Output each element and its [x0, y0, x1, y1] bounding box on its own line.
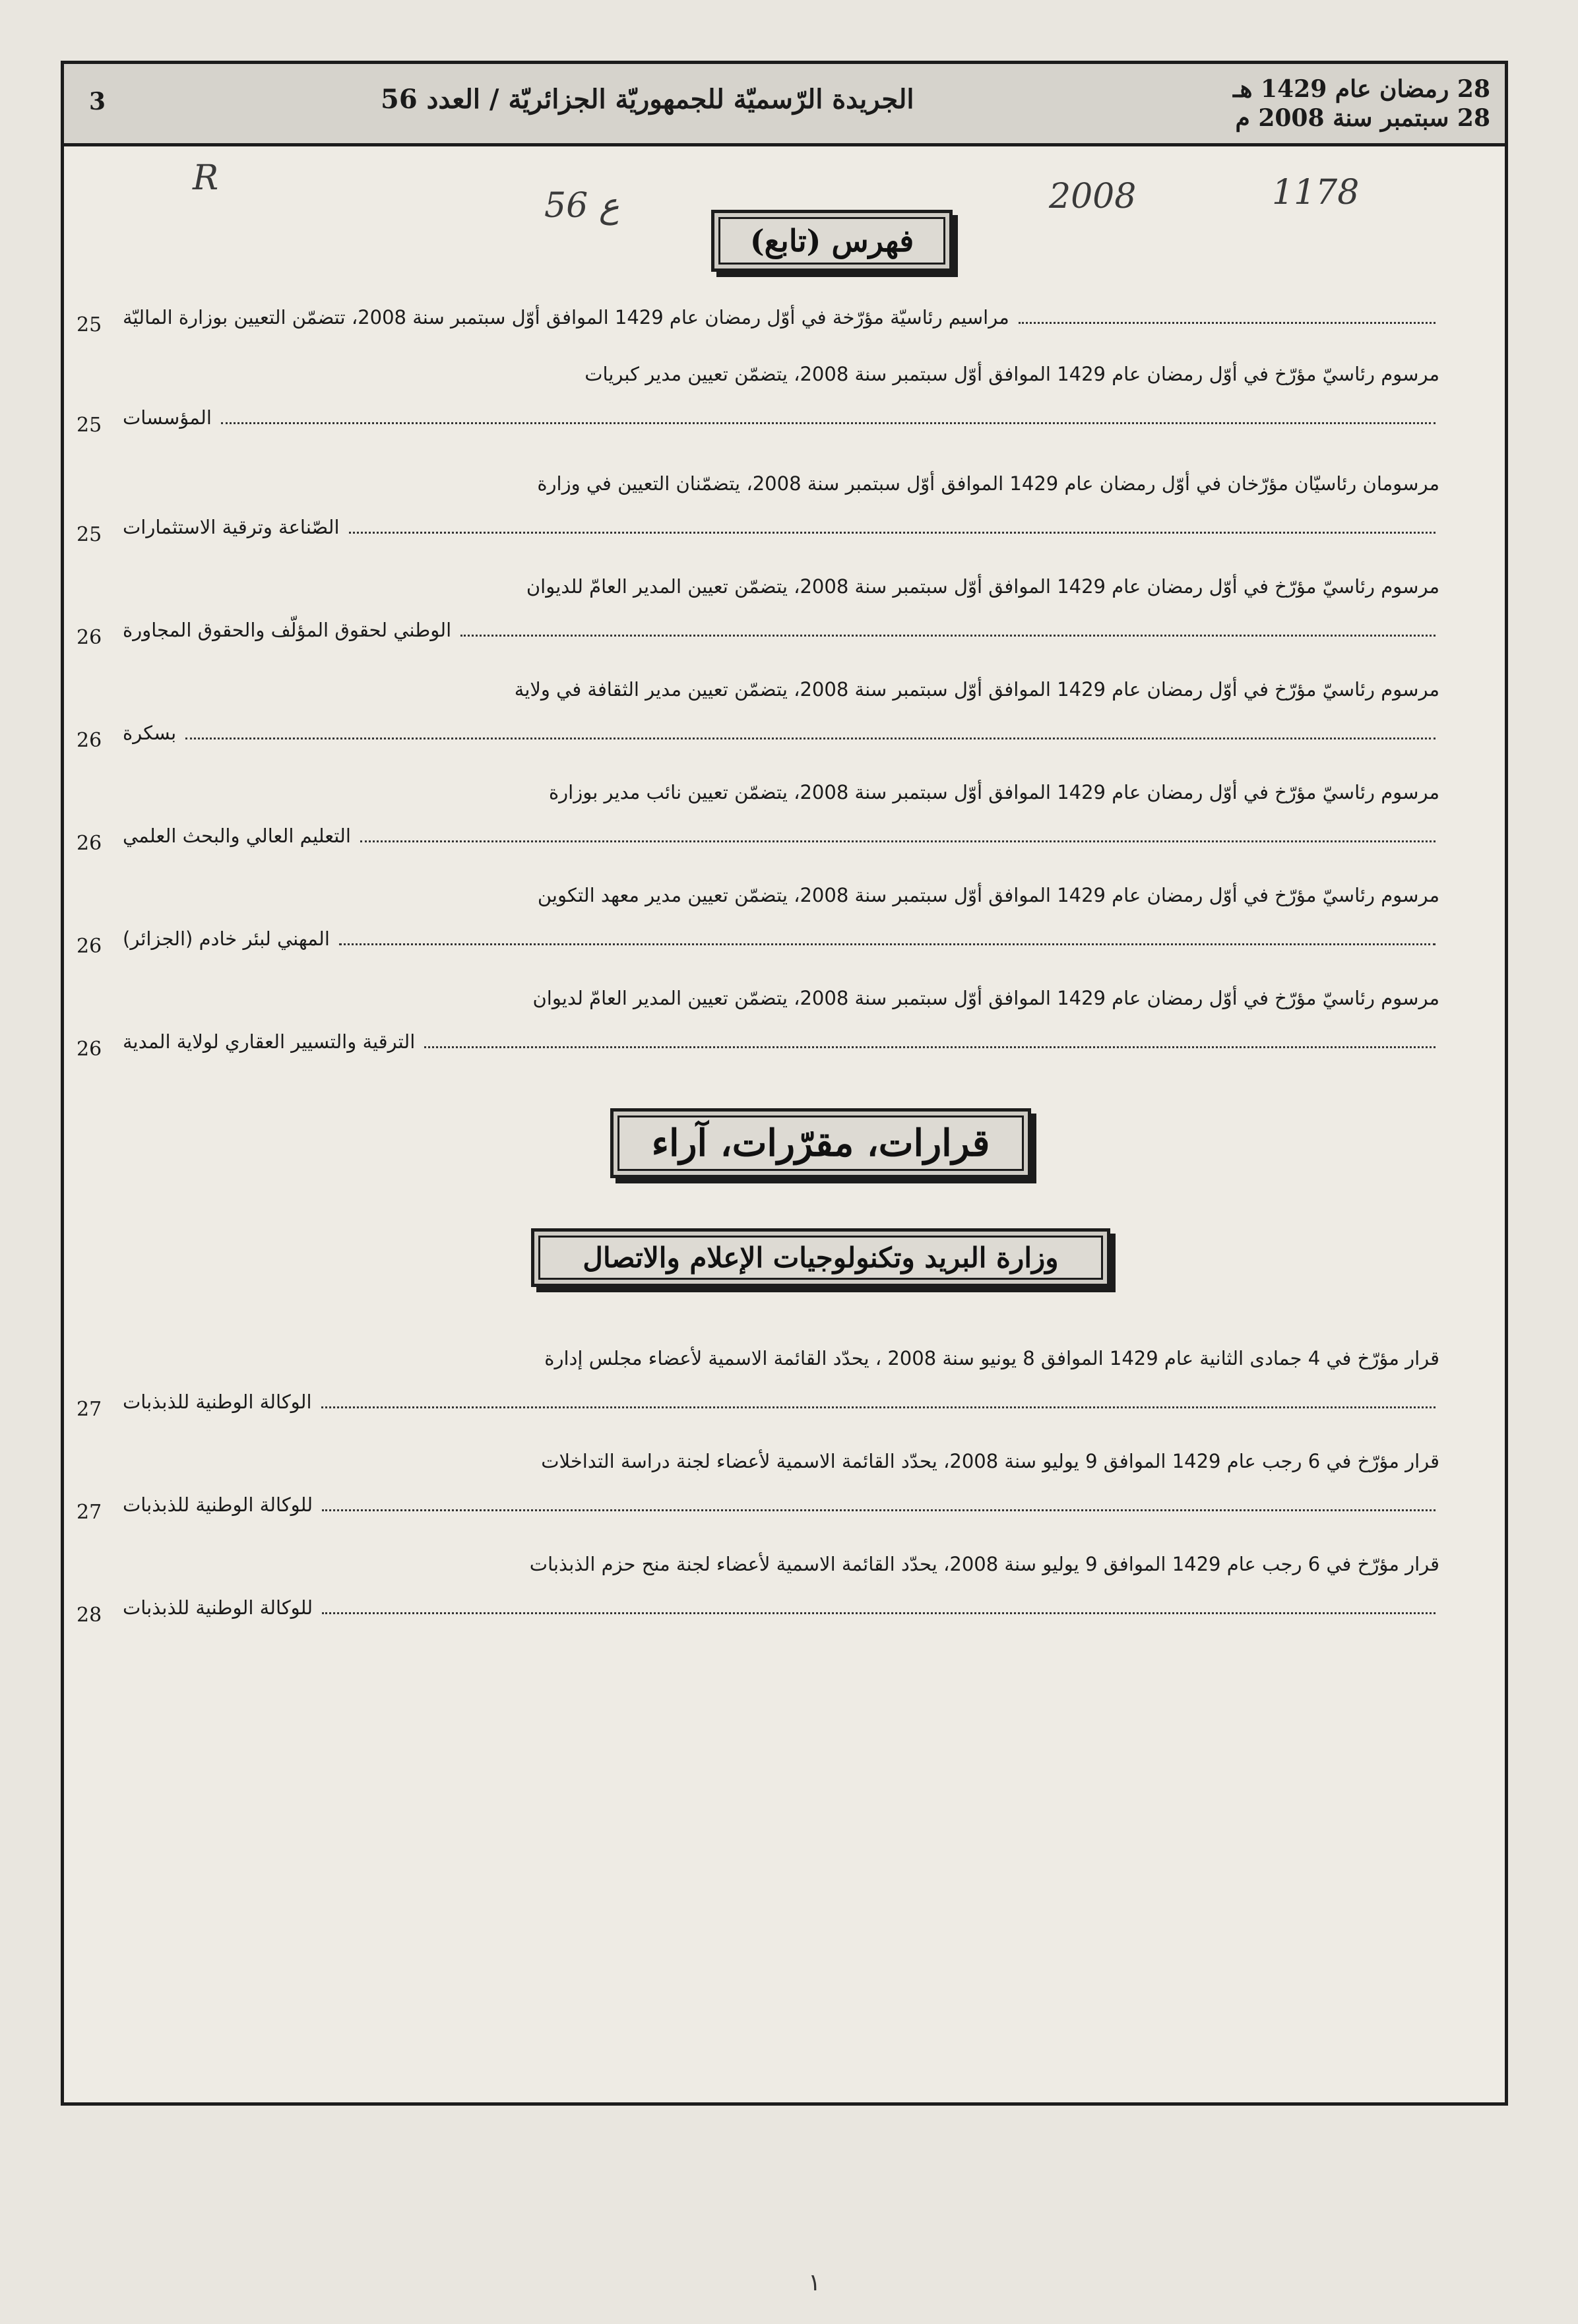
ministry-heading-box [531, 1228, 1110, 1287]
entry-text: مرسوم رئاسيّ مؤرّخ في أوّل رمضان عام 1429 الموافق أوّل سبتمبر سنة 2008، يتضمّن تعيين مدير الثقافة في ولاية [514, 678, 1439, 701]
index-entry [77, 770, 1439, 858]
entry-page: 27 [77, 1398, 102, 1421]
handwritten-year: 2008 [1049, 177, 1137, 216]
index-heading: فهرس (تابع) [718, 217, 945, 265]
index-entry [77, 462, 1439, 549]
entry-text: مرسوم رئاسيّ مؤرّخ في أوّل رمضان عام 1429 الموافق أوّل سبتمبر سنة 2008، يتضمّن تعيين مدير معهد التكوين [537, 884, 1439, 906]
entry-text: مرسوم رئاسيّ مؤرّخ في أوّل رمضان عام 1429 الموافق أوّل سبتمبر سنة 2008، يتضمّن تعيين المدير العامّ لديوان [532, 987, 1439, 1009]
entry-page: 26 [77, 1038, 102, 1061]
entry-text: قرار مؤرّخ في 6 رجب عام 1429 الموافق 9 يوليو سنة 2008، يحدّد القائمة الاسمية لأعضاء لجنة منح حزم الذبذبات [529, 1553, 1439, 1575]
entry-page: 26 [77, 832, 102, 855]
entry-text: قرار مؤرّخ في 4 جمادى الثانية عام 1429 الموافق 8 يونيو سنة 2008 ، يحدّد القائمة الاسمية لأعضاء مجلس إدارة [544, 1347, 1439, 1369]
index-entry [77, 976, 1439, 1063]
page-header [64, 64, 1505, 146]
index-entry [77, 873, 1439, 960]
entry-continuation: المؤسسات [123, 406, 212, 429]
index-entry [77, 296, 1439, 339]
handwritten-mark-r: R [193, 158, 219, 198]
header-date-hijri: 28 رمضان عام 1429 هـ [1232, 75, 1490, 103]
entry-page: 26 [77, 935, 102, 958]
entry-text: مرسوم رئاسيّ مؤرّخ في أوّل رمضان عام 1429 الموافق أوّل سبتمبر سنة 2008، يتضمّن تعيين المدير العامّ للديوان [526, 575, 1439, 598]
decision-entry [77, 1336, 1439, 1424]
entry-text: قرار مؤرّخ في 6 رجب عام 1429 الموافق 9 يوليو سنة 2008، يحدّد القائمة الاسمية لأعضاء لجنة دراسة التداخلات [541, 1450, 1439, 1472]
entry-page: 28 [77, 1604, 102, 1627]
decisions-heading: قرارات، مقرّرات، آراء [617, 1115, 1024, 1171]
handwritten-number: 1178 [1272, 173, 1360, 212]
entry-continuation: الترقية والتسيير العقاري لولاية المدية [123, 1030, 416, 1053]
index-heading-box [711, 210, 953, 272]
header-title: الجريدة الرّسميّة للجمهوريّة الجزائريّة / العدد 56 [381, 84, 914, 115]
decisions-heading-box [610, 1108, 1031, 1178]
index-entry [77, 668, 1439, 755]
decision-entry [77, 1542, 1439, 1629]
footer-mark: ١ [808, 2269, 821, 2296]
entry-page: 25 [77, 313, 102, 336]
entry-continuation: المهني لبئر خادم (الجزائر) [123, 927, 330, 950]
decision-entry [77, 1439, 1439, 1526]
header-date [1233, 75, 1490, 133]
entry-page: 25 [77, 414, 102, 437]
entry-text: مراسيم رئاسيّة مؤرّخة في أوّل رمضان عام 1429 الموافق أوّل سبتمبر سنة 2008، تتضمّن التعيين بوزارة الماليّة [123, 306, 1009, 329]
index-entry [77, 352, 1439, 439]
entry-page: 25 [77, 523, 102, 546]
entry-continuation: الوكالة الوطنية للذبذبات [123, 1391, 312, 1413]
entry-text: مرسوم رئاسيّ مؤرّخ في أوّل رمضان عام 1429 الموافق أوّل سبتمبر سنة 2008، يتضمّن تعيين مدير كبريات [584, 363, 1439, 385]
handwritten-issue: 56 ع [544, 186, 619, 226]
entry-continuation: للوكالة الوطنية للذبذبات [123, 1596, 313, 1619]
entry-page: 26 [77, 729, 102, 752]
ministry-heading: وزارة البريد وتكنولوجيات الإعلام والاتصال [538, 1236, 1103, 1280]
entry-page: 26 [77, 626, 102, 649]
header-page-number: 3 [89, 88, 106, 115]
entry-continuation: التعليم العالي والبحث العلمي [123, 825, 351, 847]
header-date-gregorian: 28 سبتمبر سنة 2008 م [1235, 104, 1490, 132]
entry-continuation: للوكالة الوطنية للذبذبات [123, 1493, 313, 1516]
entry-continuation: الوطني لحقوق المؤلّف والحقوق المجاورة [123, 619, 452, 641]
entry-page: 27 [77, 1501, 102, 1524]
index-entry [77, 565, 1439, 652]
entry-continuation: بسكرة [123, 722, 177, 744]
entry-text: مرسوم رئاسيّ مؤرّخ في أوّل رمضان عام 1429 الموافق أوّل سبتمبر سنة 2008، يتضمّن تعيين نائب مدير بوزارة [548, 781, 1439, 803]
entry-text: مرسومان رئاسيّان مؤرّخان في أوّل رمضان عام 1429 الموافق أوّل سبتمبر سنة 2008، يتضمّنان التعيين في وزارة [537, 472, 1439, 495]
entry-continuation: الصّناعة وترقية الاستثمارات [123, 516, 340, 538]
